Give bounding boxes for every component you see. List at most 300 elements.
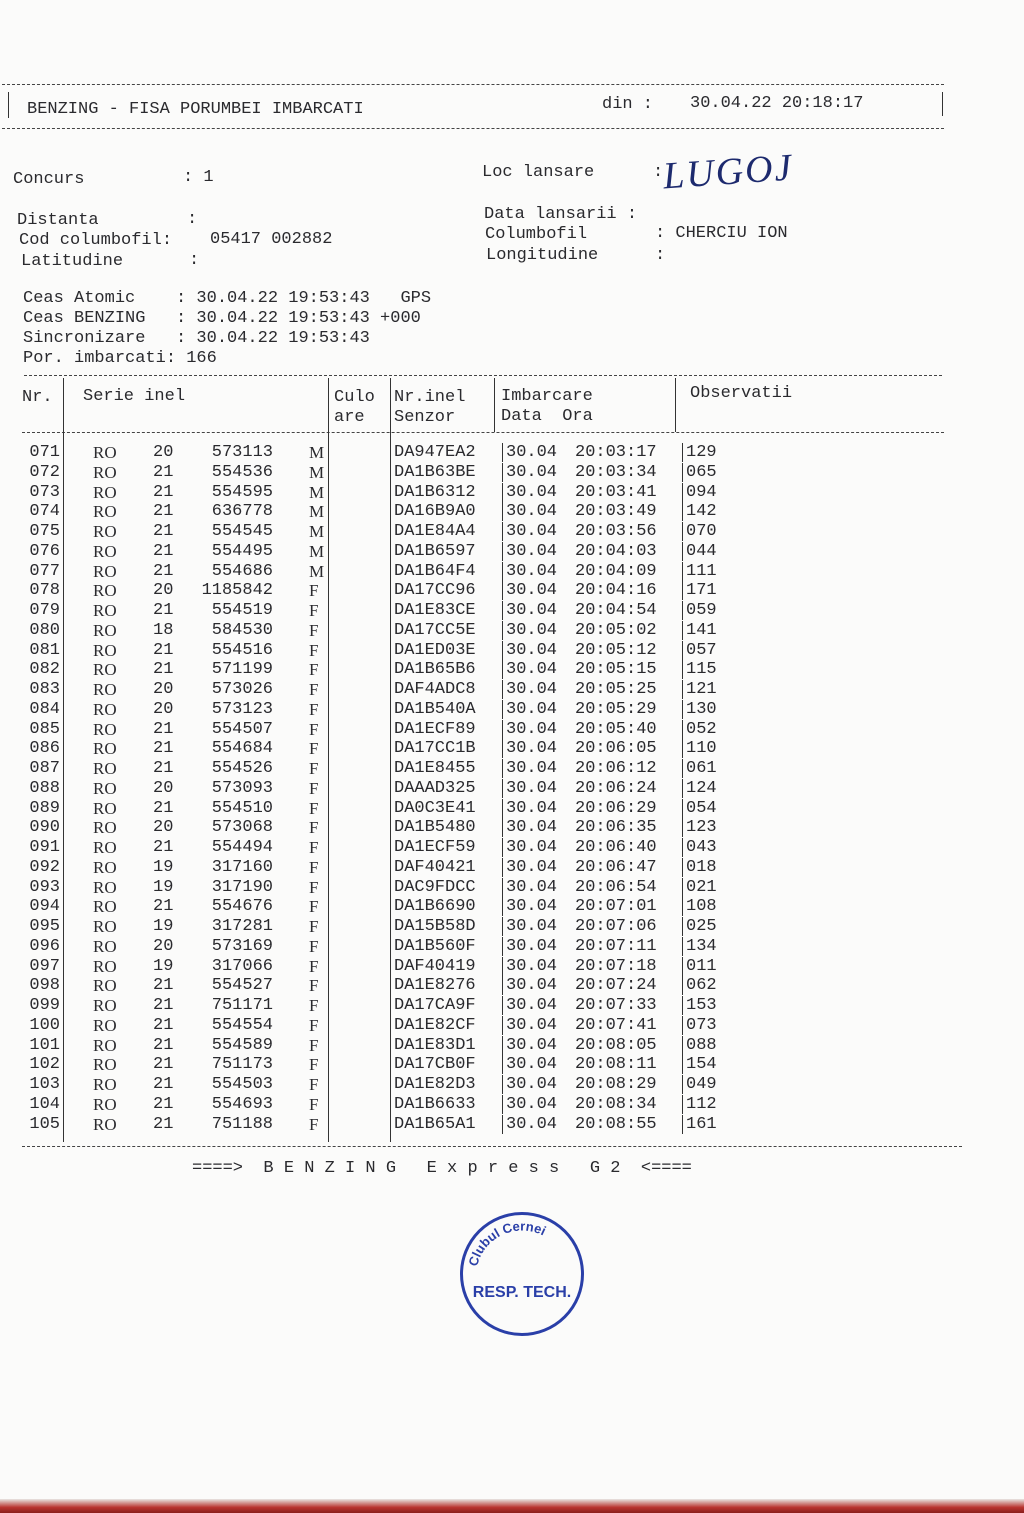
- cell-divider: [502, 739, 503, 758]
- row-sex: F: [309, 620, 319, 640]
- row-ring: 317160: [211, 857, 273, 877]
- row-ring: 571199: [211, 660, 273, 680]
- table-row: [0, 1036, 1024, 1055]
- cell-divider: [682, 897, 683, 916]
- row-date: 30.04: [506, 640, 558, 660]
- cod-columbofil-value: 05417 002882: [210, 230, 333, 249]
- row-nr: 090: [29, 818, 60, 838]
- row-obs: 111: [686, 561, 717, 581]
- row-year: 20: [153, 818, 174, 838]
- footer-banner: ====> B E N Z I N G E x p r e s s G 2 <====: [192, 1159, 692, 1178]
- stamp-graphic: [463, 1215, 581, 1333]
- row-ring: 554693: [211, 1094, 273, 1114]
- row-country: RO: [93, 838, 117, 857]
- row-sensor: DA1E84A4: [394, 522, 476, 541]
- loc-lansare-handwritten: LUGOJ: [661, 146, 795, 198]
- row-sex: F: [309, 897, 319, 917]
- table-row: [0, 937, 1024, 956]
- row-sex: M: [309, 482, 325, 502]
- table-row: [0, 976, 1024, 995]
- row-sensor: DAF40419: [394, 956, 476, 976]
- cell-divider: [502, 502, 503, 521]
- row-date: 30.04: [506, 462, 558, 482]
- longitudine-label: Longitudine: [486, 246, 599, 265]
- row-sex: F: [309, 778, 319, 798]
- latitudine-sep: :: [189, 251, 200, 270]
- row-sensor: DA17CC1B: [394, 739, 476, 759]
- row-sex: M: [309, 541, 325, 561]
- row-nr: 079: [29, 601, 60, 620]
- row-country: RO: [93, 522, 117, 541]
- row-year: 20: [153, 680, 174, 699]
- row-country: RO: [93, 462, 117, 482]
- row-sensor: DA1B540A: [394, 699, 476, 719]
- row-obs: 171: [686, 581, 717, 601]
- cell-divider: [682, 779, 683, 798]
- row-ring: 554507: [211, 719, 273, 739]
- row-year: 21: [153, 601, 174, 620]
- row-nr: 092: [29, 857, 60, 877]
- row-obs: 108: [686, 897, 717, 917]
- row-country: RO: [93, 759, 117, 778]
- row-date: 30.04: [506, 541, 558, 561]
- row-sex: F: [309, 857, 319, 877]
- cell-divider: [682, 720, 683, 739]
- row-country: RO: [93, 443, 117, 462]
- cell-divider: [502, 581, 503, 600]
- row-country: RO: [93, 502, 117, 522]
- row-ring: 317066: [211, 956, 273, 976]
- row-ring: 554589: [211, 1035, 273, 1055]
- ceas-atomic: Ceas Atomic : 30.04.22 19:53:43 GPS: [23, 289, 432, 308]
- row-nr: 105: [29, 1114, 60, 1134]
- row-country: RO: [93, 640, 117, 660]
- distanta-label: Distanta: [17, 211, 99, 230]
- row-sensor: DA1B6597: [394, 541, 476, 561]
- row-date: 30.04: [506, 522, 558, 541]
- row-sex: F: [309, 917, 319, 936]
- row-country: RO: [93, 1015, 117, 1035]
- row-date: 30.04: [506, 482, 558, 502]
- row-obs: 161: [686, 1114, 717, 1134]
- row-date: 30.04: [506, 620, 558, 640]
- row-ring: 751173: [211, 1055, 273, 1075]
- row-country: RO: [93, 739, 117, 759]
- row-nr: 075: [29, 522, 60, 541]
- cell-divider: [682, 878, 683, 897]
- cell-divider: [502, 759, 503, 778]
- distanta-sep: :: [187, 210, 198, 229]
- row-sex: M: [309, 561, 325, 581]
- col-header-nr-inel: Nr.inel: [394, 388, 466, 407]
- row-country: RO: [93, 1114, 117, 1134]
- row-year: 21: [153, 1114, 174, 1134]
- cell-divider: [682, 1036, 683, 1055]
- row-nr: 103: [29, 1075, 60, 1094]
- cell-divider: [502, 1055, 503, 1074]
- row-date: 30.04: [506, 443, 558, 462]
- row-country: RO: [93, 798, 117, 818]
- row-time: 20:04:03: [575, 541, 657, 561]
- row-ring: 317190: [211, 877, 273, 897]
- row-sex: F: [309, 798, 319, 818]
- row-sensor: DA1E83D1: [394, 1035, 476, 1055]
- row-year: 18: [153, 620, 174, 640]
- row-time: 20:07:18: [575, 956, 657, 976]
- row-date: 30.04: [506, 759, 558, 778]
- row-sex: F: [309, 581, 319, 601]
- row-sex: M: [309, 502, 325, 522]
- latitudine-label: Latitudine: [21, 252, 124, 271]
- row-sex: F: [309, 838, 319, 857]
- row-ring: 573068: [211, 818, 273, 838]
- row-sensor: DA1ECF59: [394, 838, 476, 857]
- cell-divider: [502, 1016, 503, 1035]
- row-obs: 124: [686, 778, 717, 798]
- row-country: RO: [93, 996, 117, 1015]
- row-ring: 573093: [211, 778, 273, 798]
- club-stamp: [460, 1212, 584, 1336]
- row-sex: F: [309, 1055, 319, 1075]
- col-header-nr: Nr.: [22, 388, 53, 407]
- row-country: RO: [93, 976, 117, 996]
- row-time: 20:08:11: [575, 1055, 657, 1075]
- cell-divider: [502, 483, 503, 502]
- row-nr: 076: [29, 541, 60, 561]
- row-date: 30.04: [506, 1015, 558, 1035]
- row-ring: 573169: [211, 936, 273, 956]
- row-sensor: DAF4ADC8: [394, 680, 476, 699]
- cell-divider: [682, 562, 683, 581]
- row-time: 20:06:35: [575, 818, 657, 838]
- cell-divider: [682, 621, 683, 640]
- row-time: 20:08:34: [575, 1094, 657, 1114]
- row-nr: 078: [29, 581, 60, 601]
- loc-lansare-label: Loc lansare: [482, 163, 595, 182]
- row-obs: 134: [686, 936, 717, 956]
- row-ring: 554495: [211, 541, 273, 561]
- row-date: 30.04: [506, 719, 558, 739]
- cell-divider: [502, 522, 503, 541]
- row-sensor: DAC9FDCC: [394, 877, 476, 897]
- row-sensor: DA17CA9F: [394, 996, 476, 1015]
- row-nr: 096: [29, 936, 60, 956]
- cell-divider: [502, 621, 503, 640]
- col-header-observatii: Observatii: [690, 384, 793, 403]
- row-nr: 087: [29, 759, 60, 778]
- row-obs: 049: [686, 1075, 717, 1094]
- row-date: 30.04: [506, 778, 558, 798]
- row-sensor: DA1B560F: [394, 936, 476, 956]
- table-row: [0, 1016, 1024, 1035]
- row-obs: 044: [686, 541, 717, 561]
- row-ring: 636778: [211, 502, 273, 522]
- row-time: 20:05:25: [575, 680, 657, 699]
- table-row: [0, 443, 1024, 462]
- row-year: 19: [153, 956, 174, 976]
- table-row: [0, 581, 1024, 600]
- cell-divider: [682, 1095, 683, 1114]
- cell-divider: [502, 917, 503, 936]
- table-row: [0, 739, 1024, 758]
- row-ring: 554554: [211, 1015, 273, 1035]
- table-row: [0, 818, 1024, 837]
- row-date: 30.04: [506, 996, 558, 1015]
- row-year: 21: [153, 561, 174, 581]
- row-sensor: DA15B58D: [394, 917, 476, 936]
- cell-divider: [502, 680, 503, 699]
- row-time: 20:04:09: [575, 561, 657, 581]
- cell-divider: [682, 917, 683, 936]
- row-country: RO: [93, 482, 117, 502]
- row-sex: F: [309, 818, 319, 838]
- row-date: 30.04: [506, 1055, 558, 1075]
- cell-divider: [682, 739, 683, 758]
- col-divider-senzor-header: [494, 378, 495, 432]
- row-sex: M: [309, 522, 325, 541]
- header-top-border: [2, 84, 944, 85]
- row-time: 20:03:17: [575, 443, 657, 462]
- row-date: 30.04: [506, 956, 558, 976]
- table-header-top-border: [24, 375, 942, 376]
- header-left-border: [8, 92, 9, 118]
- row-obs: 073: [686, 1015, 717, 1035]
- stamp-center-text: RESP. TECH.: [472, 1284, 572, 1301]
- row-date: 30.04: [506, 739, 558, 759]
- row-date: 30.04: [506, 1075, 558, 1094]
- table-row: [0, 1055, 1024, 1074]
- row-year: 19: [153, 917, 174, 936]
- row-nr: 083: [29, 680, 60, 699]
- row-time: 20:05:02: [575, 620, 657, 640]
- table-row: [0, 601, 1024, 620]
- cell-divider: [682, 799, 683, 818]
- cell-divider: [502, 463, 503, 482]
- cell-divider: [682, 660, 683, 679]
- row-time: 20:05:12: [575, 640, 657, 660]
- row-ring: 554545: [211, 522, 273, 541]
- table-row: [0, 1115, 1024, 1134]
- row-country: RO: [93, 1035, 117, 1055]
- row-sex: F: [309, 640, 319, 660]
- row-country: RO: [93, 620, 117, 640]
- row-obs: 061: [686, 759, 717, 778]
- row-nr: 077: [29, 561, 60, 581]
- row-ring: 554684: [211, 739, 273, 759]
- row-year: 21: [153, 996, 174, 1015]
- row-country: RO: [93, 581, 117, 601]
- row-sex: F: [309, 976, 319, 996]
- row-country: RO: [93, 719, 117, 739]
- table-row: [0, 522, 1024, 541]
- row-ring: 554676: [211, 897, 273, 917]
- row-year: 21: [153, 798, 174, 818]
- row-sex: F: [309, 1015, 319, 1035]
- table-header-bottom-border: [22, 432, 944, 433]
- cell-divider: [682, 581, 683, 600]
- row-time: 20:08:05: [575, 1035, 657, 1055]
- row-nr: 101: [29, 1035, 60, 1055]
- row-ring: 554519: [211, 601, 273, 620]
- row-country: RO: [93, 601, 117, 620]
- header-bottom-border: [2, 128, 944, 129]
- row-sex: F: [309, 680, 319, 699]
- row-sensor: DA1B6690: [394, 897, 476, 917]
- row-nr: 089: [29, 798, 60, 818]
- cell-divider: [502, 878, 503, 897]
- table-row: [0, 542, 1024, 561]
- cell-divider: [502, 838, 503, 857]
- print-date-label: din :: [602, 95, 654, 114]
- table-row: [0, 957, 1024, 976]
- cell-divider: [502, 818, 503, 837]
- row-obs: 052: [686, 719, 717, 739]
- cell-divider: [682, 680, 683, 699]
- row-obs: 057: [686, 640, 717, 660]
- row-obs: 025: [686, 917, 717, 936]
- row-country: RO: [93, 1094, 117, 1114]
- row-ring: 554516: [211, 640, 273, 660]
- row-year: 21: [153, 1035, 174, 1055]
- table-row: [0, 878, 1024, 897]
- ceas-benzing: Ceas BENZING : 30.04.22 19:53:43 +000: [23, 309, 421, 328]
- row-obs: 154: [686, 1055, 717, 1075]
- row-nr: 074: [29, 502, 60, 522]
- row-sensor: DA1B65A1: [394, 1114, 476, 1134]
- cell-divider: [502, 858, 503, 877]
- loc-lansare-sep: :: [653, 163, 664, 182]
- row-sensor: DA947EA2: [394, 443, 476, 462]
- row-sex: F: [309, 1035, 319, 1055]
- table-row: [0, 858, 1024, 877]
- row-time: 20:06:54: [575, 877, 657, 897]
- row-nr: 098: [29, 976, 60, 996]
- row-sex: F: [309, 759, 319, 778]
- row-time: 20:08:29: [575, 1075, 657, 1094]
- row-sensor: DA1ECF89: [394, 719, 476, 739]
- cell-divider: [682, 858, 683, 877]
- row-obs: 121: [686, 680, 717, 699]
- row-country: RO: [93, 818, 117, 838]
- row-obs: 141: [686, 620, 717, 640]
- cell-divider: [502, 562, 503, 581]
- cell-divider: [502, 700, 503, 719]
- row-obs: 115: [686, 660, 717, 680]
- row-ring: 554536: [211, 462, 273, 482]
- table-row: [0, 799, 1024, 818]
- row-country: RO: [93, 936, 117, 956]
- row-sensor: DA1B63BE: [394, 462, 476, 482]
- row-ring: 317281: [211, 917, 273, 936]
- row-year: 20: [153, 581, 174, 601]
- row-nr: 093: [29, 877, 60, 897]
- cell-divider: [682, 996, 683, 1015]
- row-sensor: DA1E8455: [394, 759, 476, 778]
- row-nr: 085: [29, 719, 60, 739]
- row-obs: 094: [686, 482, 717, 502]
- concurs-label: Concurs: [13, 170, 85, 189]
- row-sensor: DA17CC96: [394, 581, 476, 601]
- row-time: 20:06:05: [575, 739, 657, 759]
- row-sex: F: [309, 601, 319, 620]
- row-sensor: DA0C3E41: [394, 798, 476, 818]
- cell-divider: [682, 542, 683, 561]
- row-year: 21: [153, 838, 174, 857]
- row-country: RO: [93, 956, 117, 976]
- print-date-value: 30.04.22 20:18:17: [690, 94, 864, 113]
- cell-divider: [682, 1075, 683, 1094]
- row-ring: 573123: [211, 699, 273, 719]
- cell-divider: [502, 976, 503, 995]
- row-ring: 584530: [211, 620, 273, 640]
- row-year: 20: [153, 443, 174, 462]
- row-sensor: DA1B6312: [394, 482, 476, 502]
- row-sex: F: [309, 996, 319, 1015]
- table-row: [0, 897, 1024, 916]
- cell-divider: [502, 1095, 503, 1114]
- row-year: 19: [153, 857, 174, 877]
- row-time: 20:06:24: [575, 778, 657, 798]
- row-country: RO: [93, 897, 117, 917]
- row-obs: 070: [686, 522, 717, 541]
- row-obs: 011: [686, 956, 717, 976]
- row-time: 20:07:11: [575, 936, 657, 956]
- cell-divider: [682, 443, 683, 462]
- row-time: 20:07:33: [575, 996, 657, 1015]
- longitudine-sep: :: [655, 246, 666, 265]
- table-row: [0, 700, 1024, 719]
- cell-divider: [502, 601, 503, 620]
- row-country: RO: [93, 699, 117, 719]
- row-sensor: DA1E83CE: [394, 601, 476, 620]
- row-obs: 123: [686, 818, 717, 838]
- cell-divider: [502, 720, 503, 739]
- stamp-top-text: Clubul Cernei: [465, 1218, 549, 1268]
- sincronizare: Sincronizare : 30.04.22 19:53:43: [23, 329, 370, 348]
- row-year: 21: [153, 1015, 174, 1035]
- cell-divider: [682, 522, 683, 541]
- row-ring: 751171: [211, 996, 273, 1015]
- cell-divider: [502, 897, 503, 916]
- header-right-border: [942, 92, 943, 116]
- row-sex: F: [309, 1094, 319, 1114]
- row-year: 21: [153, 640, 174, 660]
- row-year: 20: [153, 699, 174, 719]
- cell-divider: [682, 976, 683, 995]
- row-obs: 065: [686, 462, 717, 482]
- row-year: 21: [153, 897, 174, 917]
- table-row: [0, 621, 1024, 640]
- row-obs: 153: [686, 996, 717, 1015]
- cell-divider: [502, 799, 503, 818]
- row-time: 20:04:16: [575, 581, 657, 601]
- row-time: 20:03:56: [575, 522, 657, 541]
- row-sensor: DA16B9A0: [394, 502, 476, 522]
- row-time: 20:05:15: [575, 660, 657, 680]
- row-time: 20:03:49: [575, 502, 657, 522]
- row-nr: 073: [29, 482, 60, 502]
- row-year: 21: [153, 1055, 174, 1075]
- row-date: 30.04: [506, 917, 558, 936]
- row-date: 30.04: [506, 1094, 558, 1114]
- table-bottom-border: [22, 1146, 962, 1147]
- row-time: 20:07:06: [575, 917, 657, 936]
- col-header-culoare: Culo: [334, 388, 375, 407]
- row-sex: F: [309, 719, 319, 739]
- row-obs: 062: [686, 976, 717, 996]
- cell-divider: [502, 443, 503, 462]
- row-date: 30.04: [506, 680, 558, 699]
